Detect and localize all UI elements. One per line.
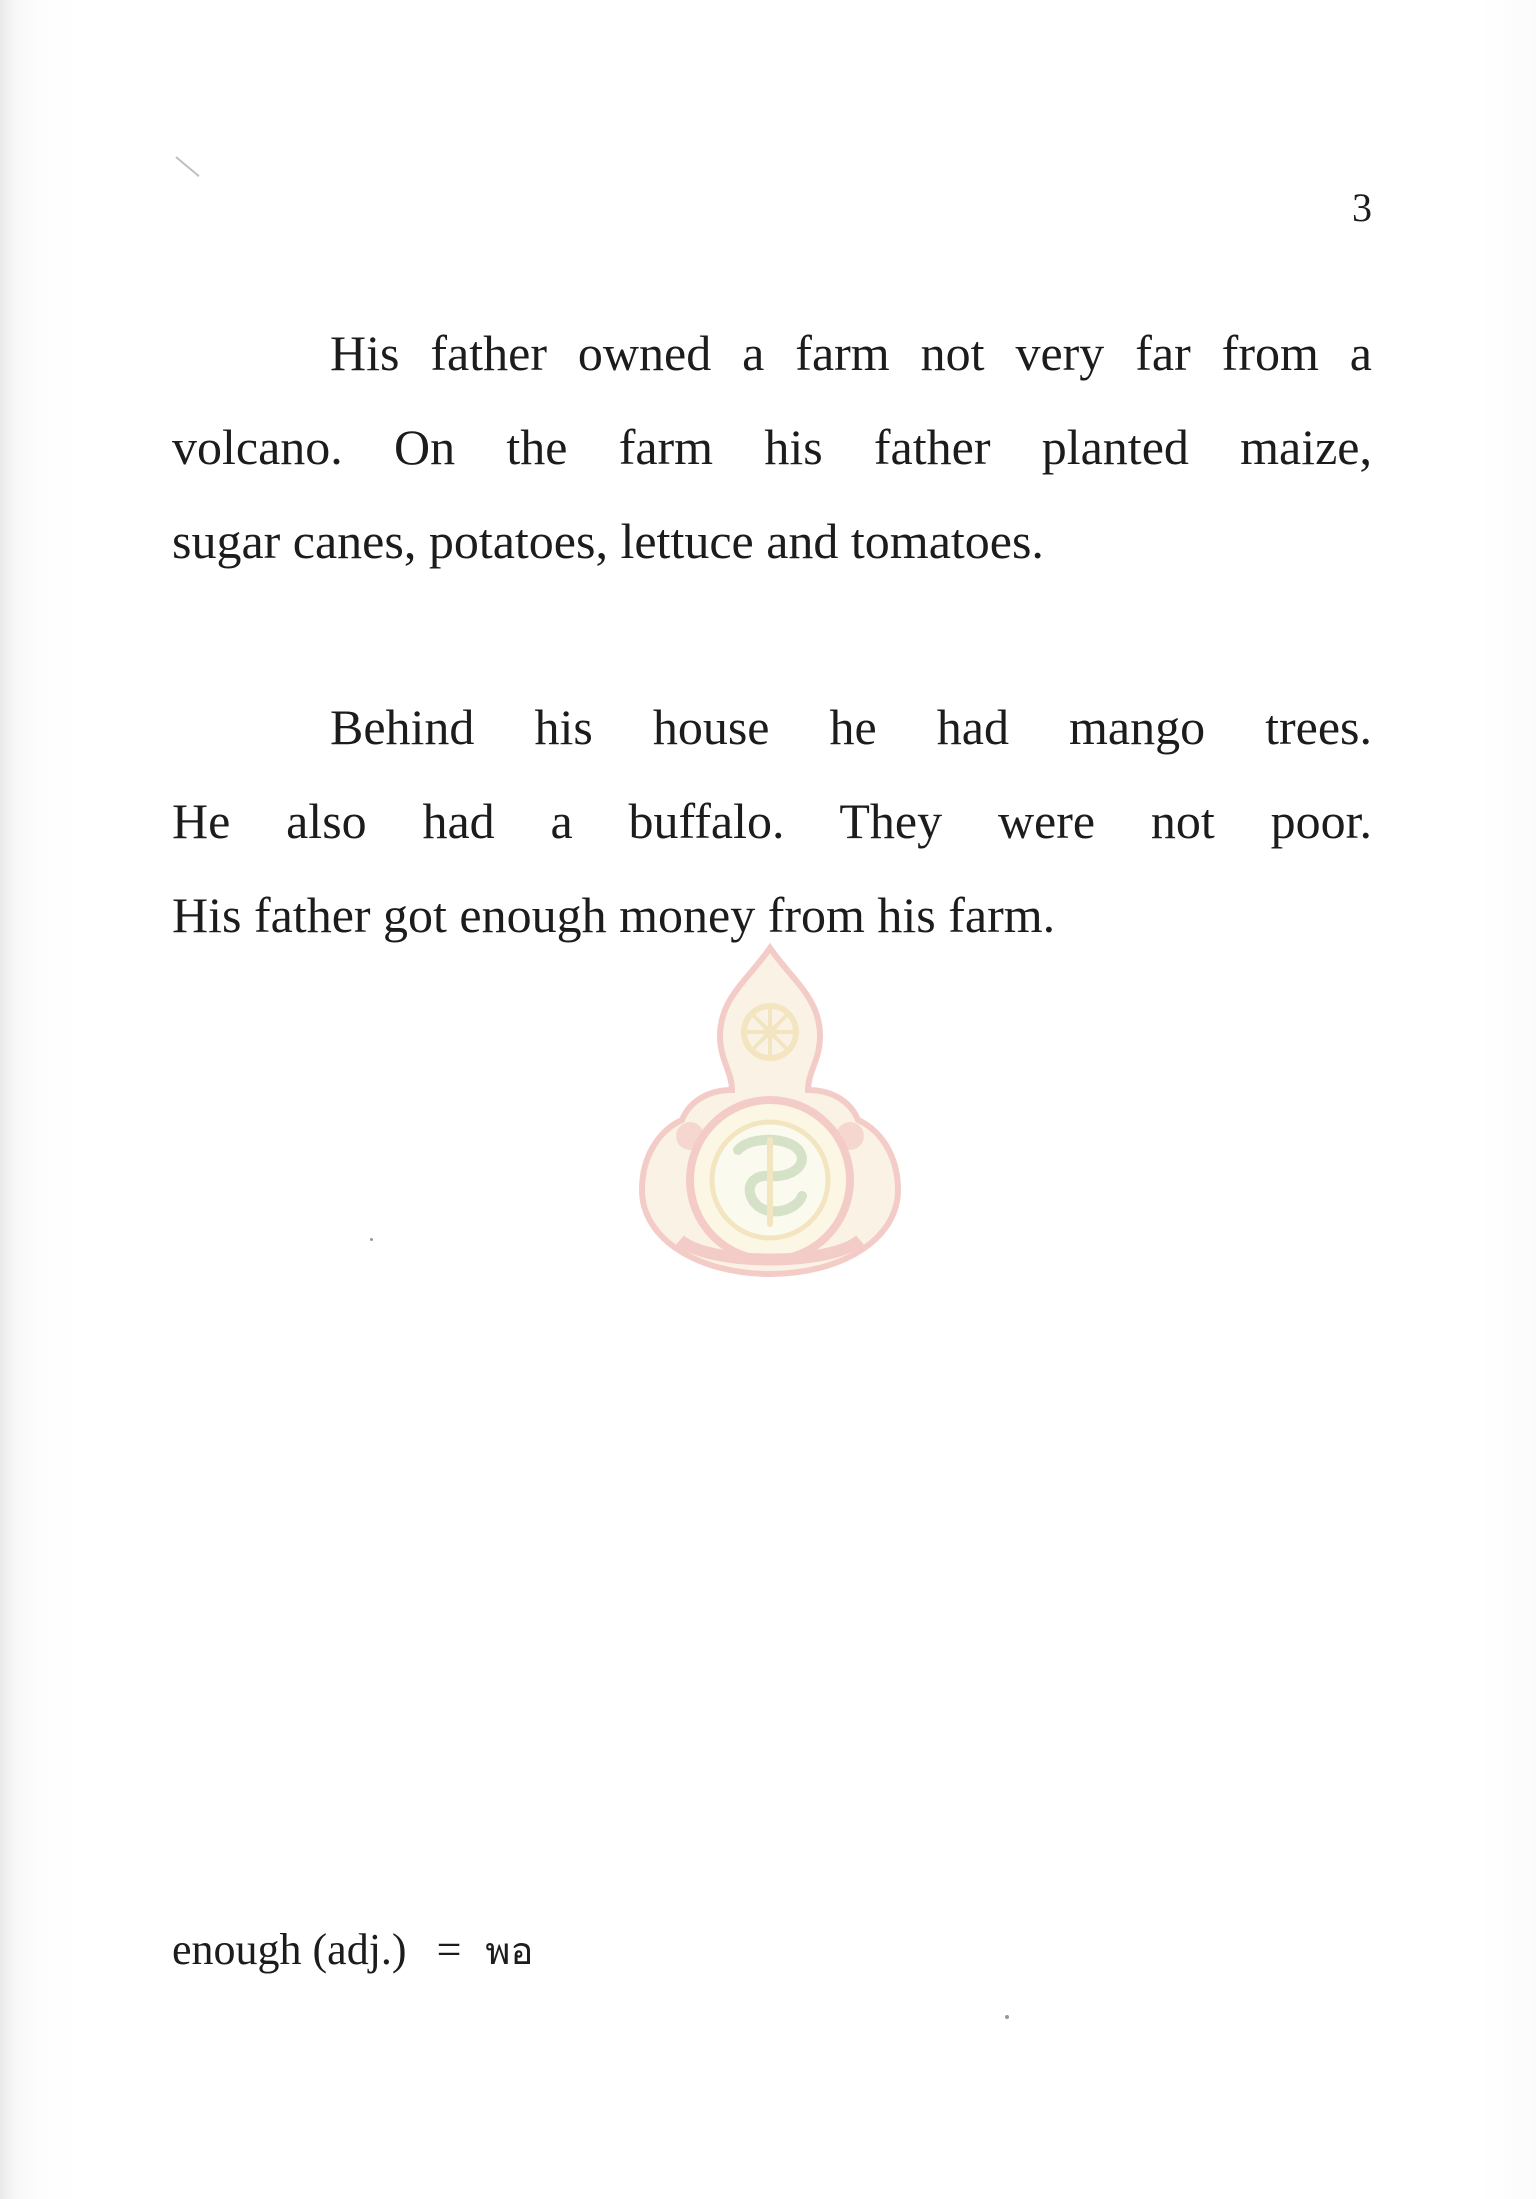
paragraph-line: His father owned a farm not very far from a bbox=[330, 325, 1372, 381]
page-number: 3 bbox=[1352, 185, 1372, 230]
paragraph-line: sugar canes, potatoes, lettuce and tomatoes. bbox=[172, 513, 1044, 569]
watermark-seal-icon bbox=[620, 940, 920, 1280]
paragraph-line: He also had a buffalo. They were not poor. bbox=[172, 793, 1372, 849]
paragraph-line: Behind his house he had mango trees. bbox=[330, 699, 1372, 755]
paragraph-line: His father got enough money from his farm. bbox=[172, 887, 1056, 943]
vocabulary-word: enough (adj.) bbox=[172, 1925, 407, 1974]
paragraph-2 bbox=[172, 680, 1372, 962]
paragraph-1 bbox=[172, 306, 1372, 588]
vocabulary-translation: พอ bbox=[485, 1929, 534, 1973]
scan-speck bbox=[370, 1238, 373, 1241]
scan-mark bbox=[175, 156, 199, 177]
vocabulary-note bbox=[172, 1920, 533, 1981]
scan-speck bbox=[1005, 2015, 1009, 2019]
paragraph-line: volcano. On the farm his father planted maize, bbox=[172, 419, 1372, 475]
equals-sign: = bbox=[436, 1925, 462, 1974]
